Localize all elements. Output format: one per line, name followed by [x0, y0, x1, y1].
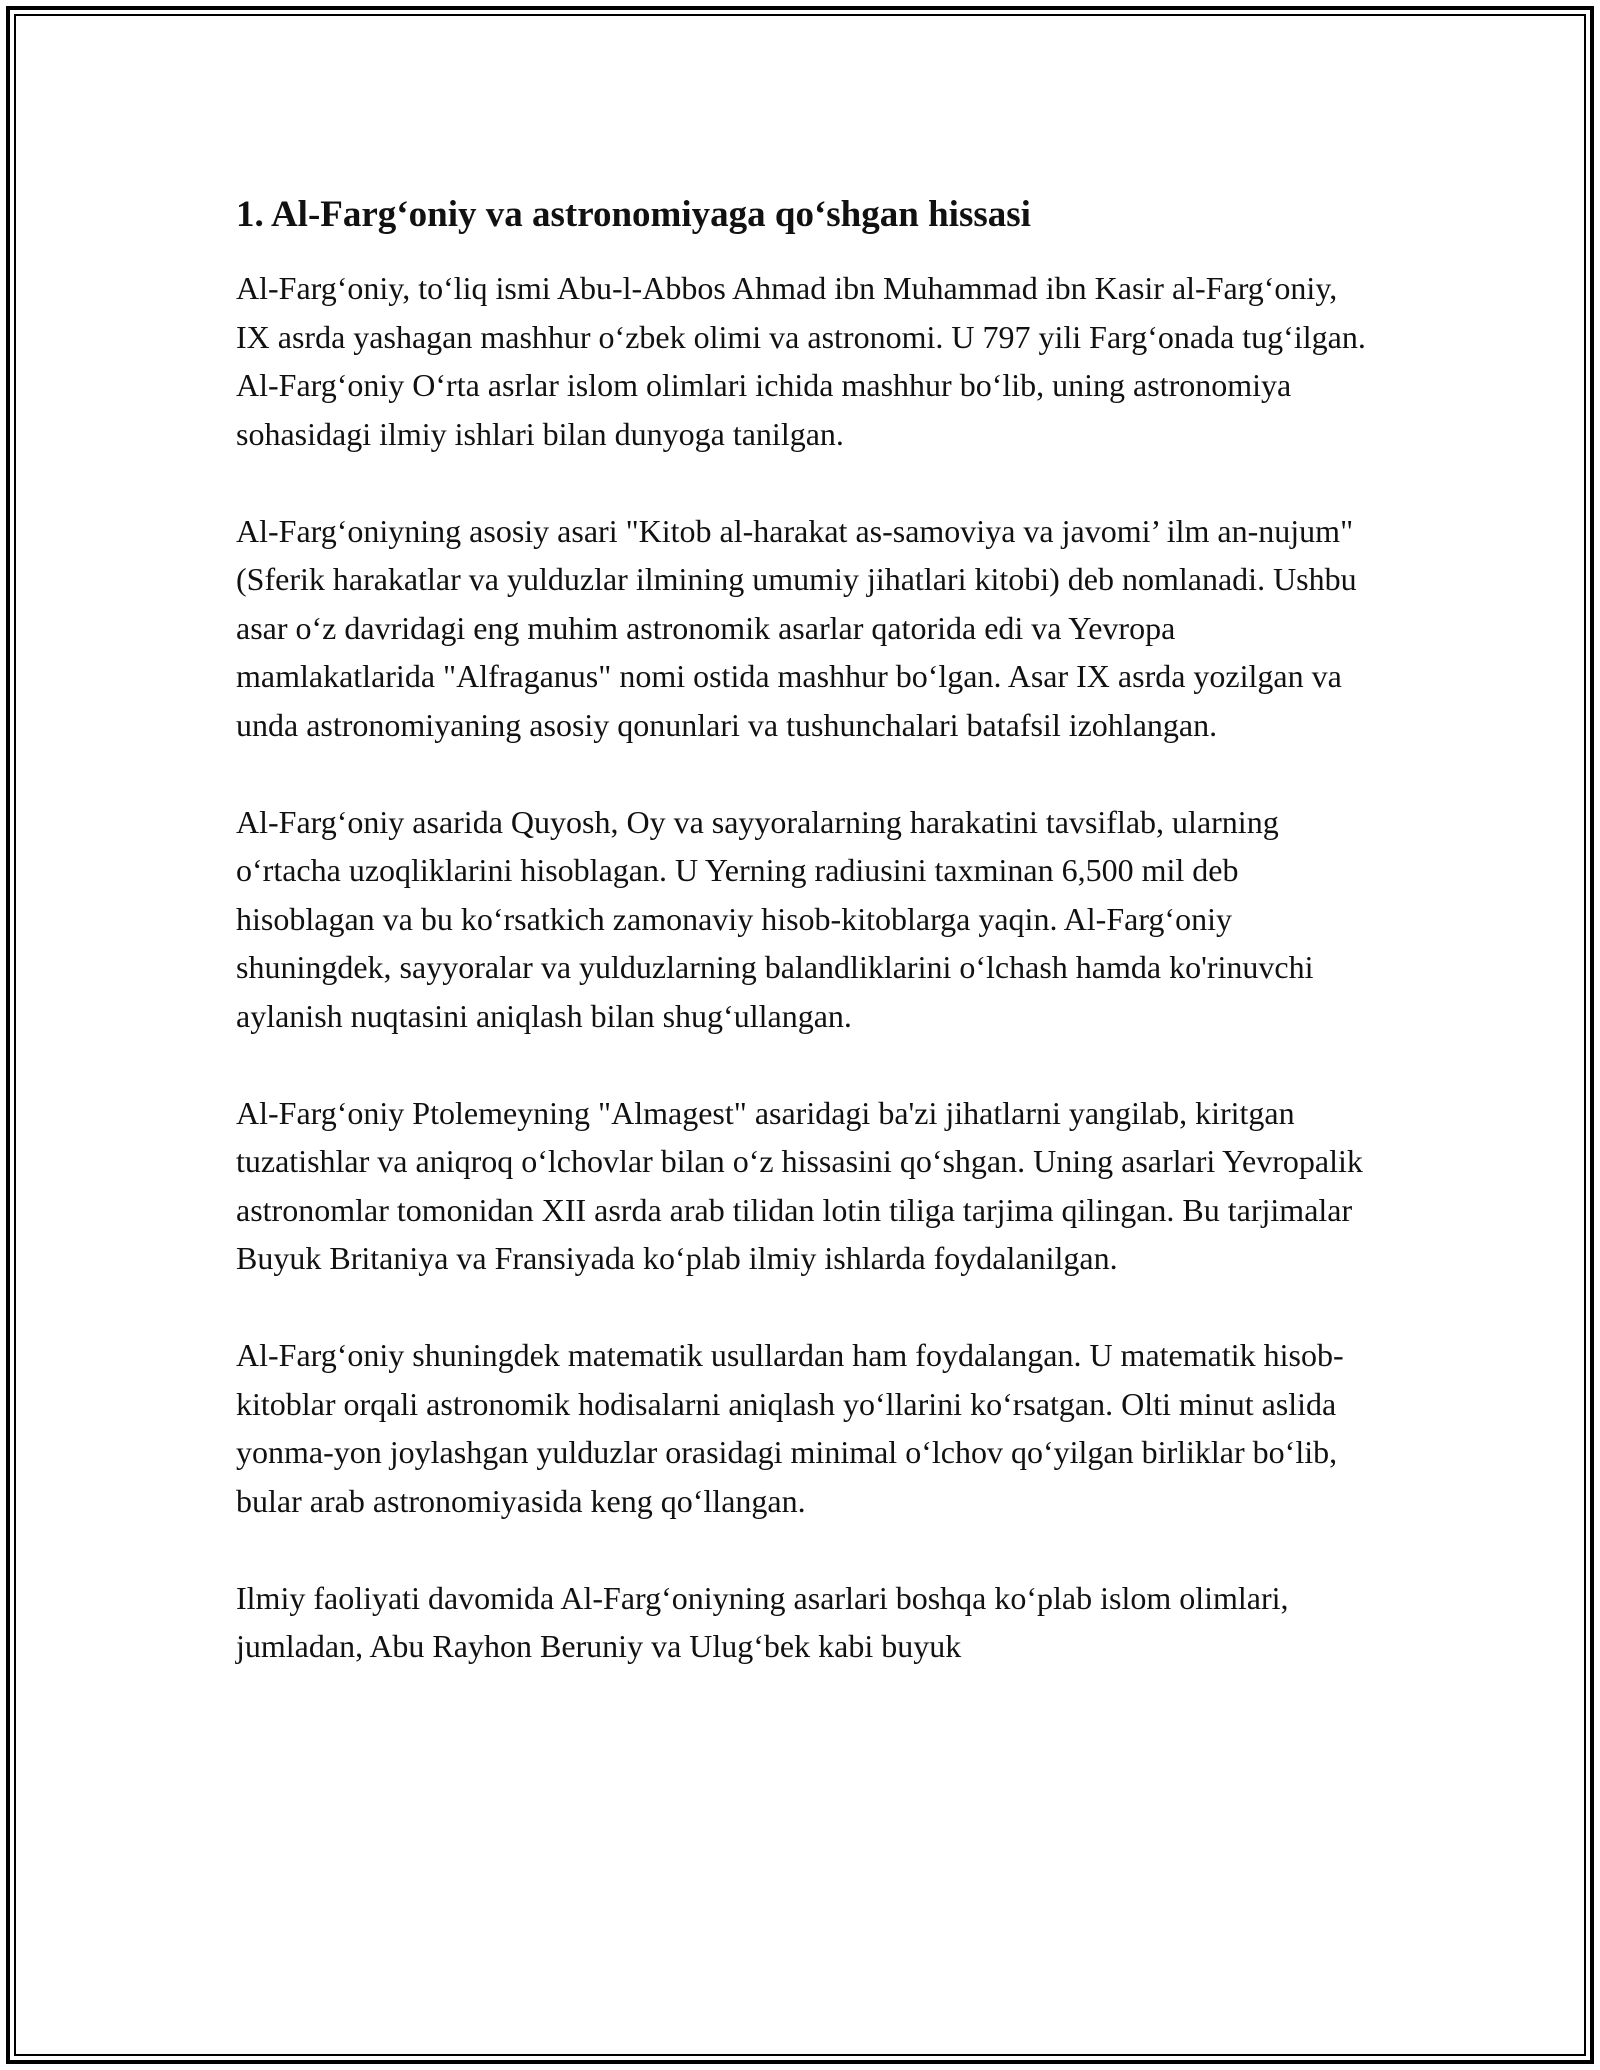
paragraph-biography: Al-Farg‘oniy, to‘liq ismi Abu-l-Abbos Ahmad ibn Muhammad ibn Kasir al-Farg‘oniy, IX asrda yashagan mashhur o‘zbek olimi va astronomi. U 797 yili Farg‘onada tug‘ilgan. Al-Farg‘oniy O‘rta asrlar islom olimlari ichida mashhur bo‘lib, uning astronomiya sohasidagi ilmiy ishlari bilan dunyoga tanilgan.	[236, 270, 1366, 452]
paragraph-main-work: Al-Farg‘oniyning asosiy asari "Kitob al-harakat as-samoviya va javomi’ ilm an-nujum" (Sferik harakatlar va yulduzlar ilmining umumiy jihatlari kitobi) deb nomlanadi. Ushbu asar o‘z davridagi eng muhim astronomik asarlar qatorida edi va Yevropa mamlakatlarida "Alfraganus" nomi ostida mashhur bo‘lgan. Asar IX asrda yozilgan va unda astronomiyaning asosiy qonunlari va tushunchalari batafsil izohlangan.	[236, 512, 1357, 743]
paragraph-legacy: Ilmiy faoliyati davomida Al-Farg‘oniyning asarlari boshqa ko‘plab islom olimlari, jumladan, Abu Rayhon Beruniy va Ulug‘bek kabi buyuk	[236, 1579, 1289, 1664]
paragraph-mathematics: Al-Farg‘oniy shuningdek matematik usullardan ham foydalangan. U matematik hisob-kitoblar orqali astronomik hodisalarni aniqlash yo‘llarini ko‘rsatgan. Olti minut aslida yonma-yon joylashgan yulduzlar orasidagi minimal o‘lchov qo‘yilgan birliklar bo‘lib, bular arab astronomiyasida keng qo‘llangan.	[236, 1337, 1344, 1519]
document-body	[236, 190, 1376, 1719]
section-heading: 1. Al-Farg‘oniy va astronomiyaga qo‘shgan hissasi	[236, 194, 1031, 235]
paragraph-almagest: Al-Farg‘oniy Ptolemeyning "Almagest" asaridagi ba'zi jihatlarni yangilab, kiritgan tuzatishlar va aniqroq o‘lchovlar bilan o‘z hissasini qo‘shgan. Uning asarlari Yevropalik astronomlar tomonidan XII asrda arab tilidan lotin tiliga tarjima qilingan. Bu tarjimalar Buyuk Britaniya va Fransiyada ko‘plab ilmiy ishlarda foydalanilgan.	[236, 1094, 1363, 1276]
paragraph-calculations: Al-Farg‘oniy asarida Quyosh, Oy va sayyoralarning harakatini tavsiflab, ularning o‘rtacha uzoqliklarini hisoblagan. U Yerning radiusini taxminan 6,500 mil deb hisoblagan va bu ko‘rsatkich zamonaviy hisob-kitoblarga yaqin. Al-Farg‘oniy shuningdek, sayyoralar va yulduzlarning balandliklarini o‘lchash hamda ko'rinuvchi aylanish nuqtasini aniqlash bilan shug‘ullangan.	[236, 803, 1314, 1034]
